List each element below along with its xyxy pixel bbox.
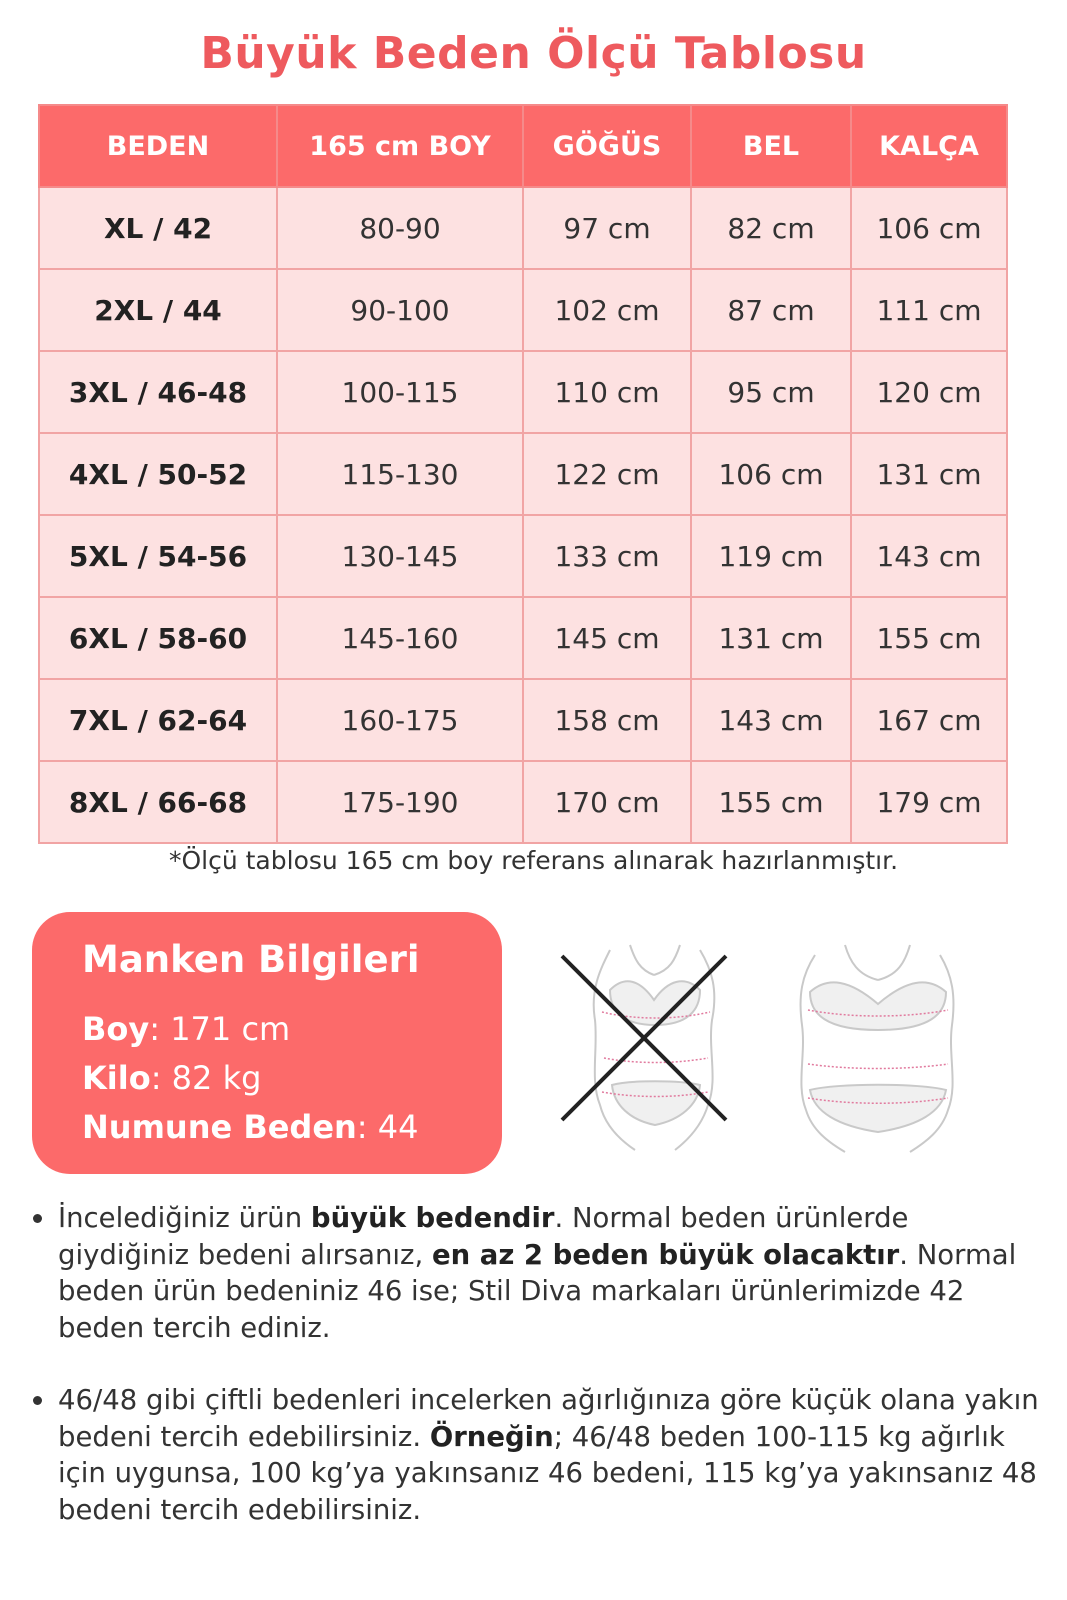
correct-measure-figure-icon — [801, 945, 954, 1152]
boy-cell: 90-100 — [277, 269, 523, 351]
size-cell: 3XL / 46-48 — [39, 351, 277, 433]
gogus-cell: 102 cm — [523, 269, 691, 351]
boy-cell: 130-145 — [277, 515, 523, 597]
size-cell: XL / 42 — [39, 187, 277, 269]
kalca-cell: 106 cm — [851, 187, 1007, 269]
bullet-bold-text: büyük bedendir — [310, 1202, 555, 1234]
table-row — [39, 433, 1007, 515]
size-cell: 2XL / 44 — [39, 269, 277, 351]
page-title: Büyük Beden Ölçü Tablosu — [200, 28, 867, 79]
table-row — [39, 761, 1007, 843]
size-cell: 5XL / 54-56 — [39, 515, 277, 597]
list-item — [30, 1200, 1040, 1346]
bullet-text: . Normal beden ürünlerde giydiğiniz bedeni alırsanız, — [58, 1202, 909, 1271]
table-row — [39, 515, 1007, 597]
list-item — [30, 1382, 1040, 1528]
size-cell: 7XL / 62-64 — [39, 679, 277, 761]
model-height-label: Boy — [82, 1010, 150, 1048]
model-height — [82, 1010, 290, 1048]
size-cell: 8XL / 66-68 — [39, 761, 277, 843]
bullet-bold-text: Örneğin — [429, 1420, 554, 1453]
bullet-bold-text: en az 2 beden büyük olacaktır — [431, 1238, 900, 1271]
header-gogus: GÖĞÜS — [523, 105, 691, 187]
kalca-cell: 167 cm — [851, 679, 1007, 761]
bullet-text: 46/48 gibi çiftli bedenleri incelerken ağırlığınıza göre küçük olana yakın bedeni tercih edebilirsiniz. — [58, 1384, 1039, 1453]
table-row — [39, 679, 1007, 761]
gogus-cell: 170 cm — [523, 761, 691, 843]
kalca-cell: 155 cm — [851, 597, 1007, 679]
model-weight-label: Kilo — [82, 1059, 151, 1097]
table-header-row — [39, 105, 1007, 187]
measurement-figures — [540, 930, 1010, 1160]
size-chart-table — [38, 104, 1008, 844]
boy-cell: 175-190 — [277, 761, 523, 843]
header-boy: 165 cm BOY — [277, 105, 523, 187]
header-beden: BEDEN — [39, 105, 277, 187]
info-bullet-list — [30, 1200, 1040, 1528]
table-row — [39, 269, 1007, 351]
gogus-cell: 122 cm — [523, 433, 691, 515]
table-row — [39, 351, 1007, 433]
header-kalca: KALÇA — [851, 105, 1007, 187]
bel-cell: 131 cm — [691, 597, 851, 679]
header-bel: BEL — [691, 105, 851, 187]
boy-cell: 145-160 — [277, 597, 523, 679]
kalca-cell: 143 cm — [851, 515, 1007, 597]
bel-cell: 143 cm — [691, 679, 851, 761]
kalca-cell: 179 cm — [851, 761, 1007, 843]
boy-cell: 100-115 — [277, 351, 523, 433]
gogus-cell: 145 cm — [523, 597, 691, 679]
model-weight — [82, 1059, 261, 1097]
model-info-title: Manken Bilgileri — [82, 938, 420, 981]
model-info-card — [32, 912, 502, 1174]
table-row — [39, 187, 1007, 269]
model-sample-size-label: Numune Beden — [82, 1108, 357, 1146]
bullet-text: . Normal beden ürün bedeniniz 46 ise; Stil Diva markaları ürünlerimizde 42 beden tercih ediniz. — [58, 1238, 1017, 1344]
kalca-cell: 120 cm — [851, 351, 1007, 433]
model-weight-value: : 82 kg — [150, 1059, 262, 1097]
bel-cell: 155 cm — [691, 761, 851, 843]
kalca-cell: 131 cm — [851, 433, 1007, 515]
bel-cell: 95 cm — [691, 351, 851, 433]
kalca-cell: 111 cm — [851, 269, 1007, 351]
model-sample-size — [82, 1108, 418, 1146]
gogus-cell: 110 cm — [523, 351, 691, 433]
bel-cell: 119 cm — [691, 515, 851, 597]
bullet-text: ; 46/48 beden 100-115 kg ağırlık için uygunsa, 100 kg’ya yakınsanız 46 bedeni, 115 kg’ya yakınsanız 48 bedeni tercih edebilirsiniz. — [58, 1420, 1037, 1526]
model-sample-size-value: : 44 — [356, 1108, 419, 1146]
model-height-value: : 171 cm — [149, 1010, 291, 1048]
size-cell: 4XL / 50-52 — [39, 433, 277, 515]
boy-cell: 80-90 — [277, 187, 523, 269]
size-cell: 6XL / 58-60 — [39, 597, 277, 679]
table-row — [39, 597, 1007, 679]
table-footnote: *Ölçü tablosu 165 cm boy referans alınarak hazırlanmıştır. — [168, 846, 899, 875]
gogus-cell: 133 cm — [523, 515, 691, 597]
gogus-cell: 97 cm — [523, 187, 691, 269]
boy-cell: 160-175 — [277, 679, 523, 761]
bel-cell: 106 cm — [691, 433, 851, 515]
bel-cell: 82 cm — [691, 187, 851, 269]
boy-cell: 115-130 — [277, 433, 523, 515]
bel-cell: 87 cm — [691, 269, 851, 351]
gogus-cell: 158 cm — [523, 679, 691, 761]
bullet-text: İncelediğiniz ürün — [58, 1202, 311, 1234]
